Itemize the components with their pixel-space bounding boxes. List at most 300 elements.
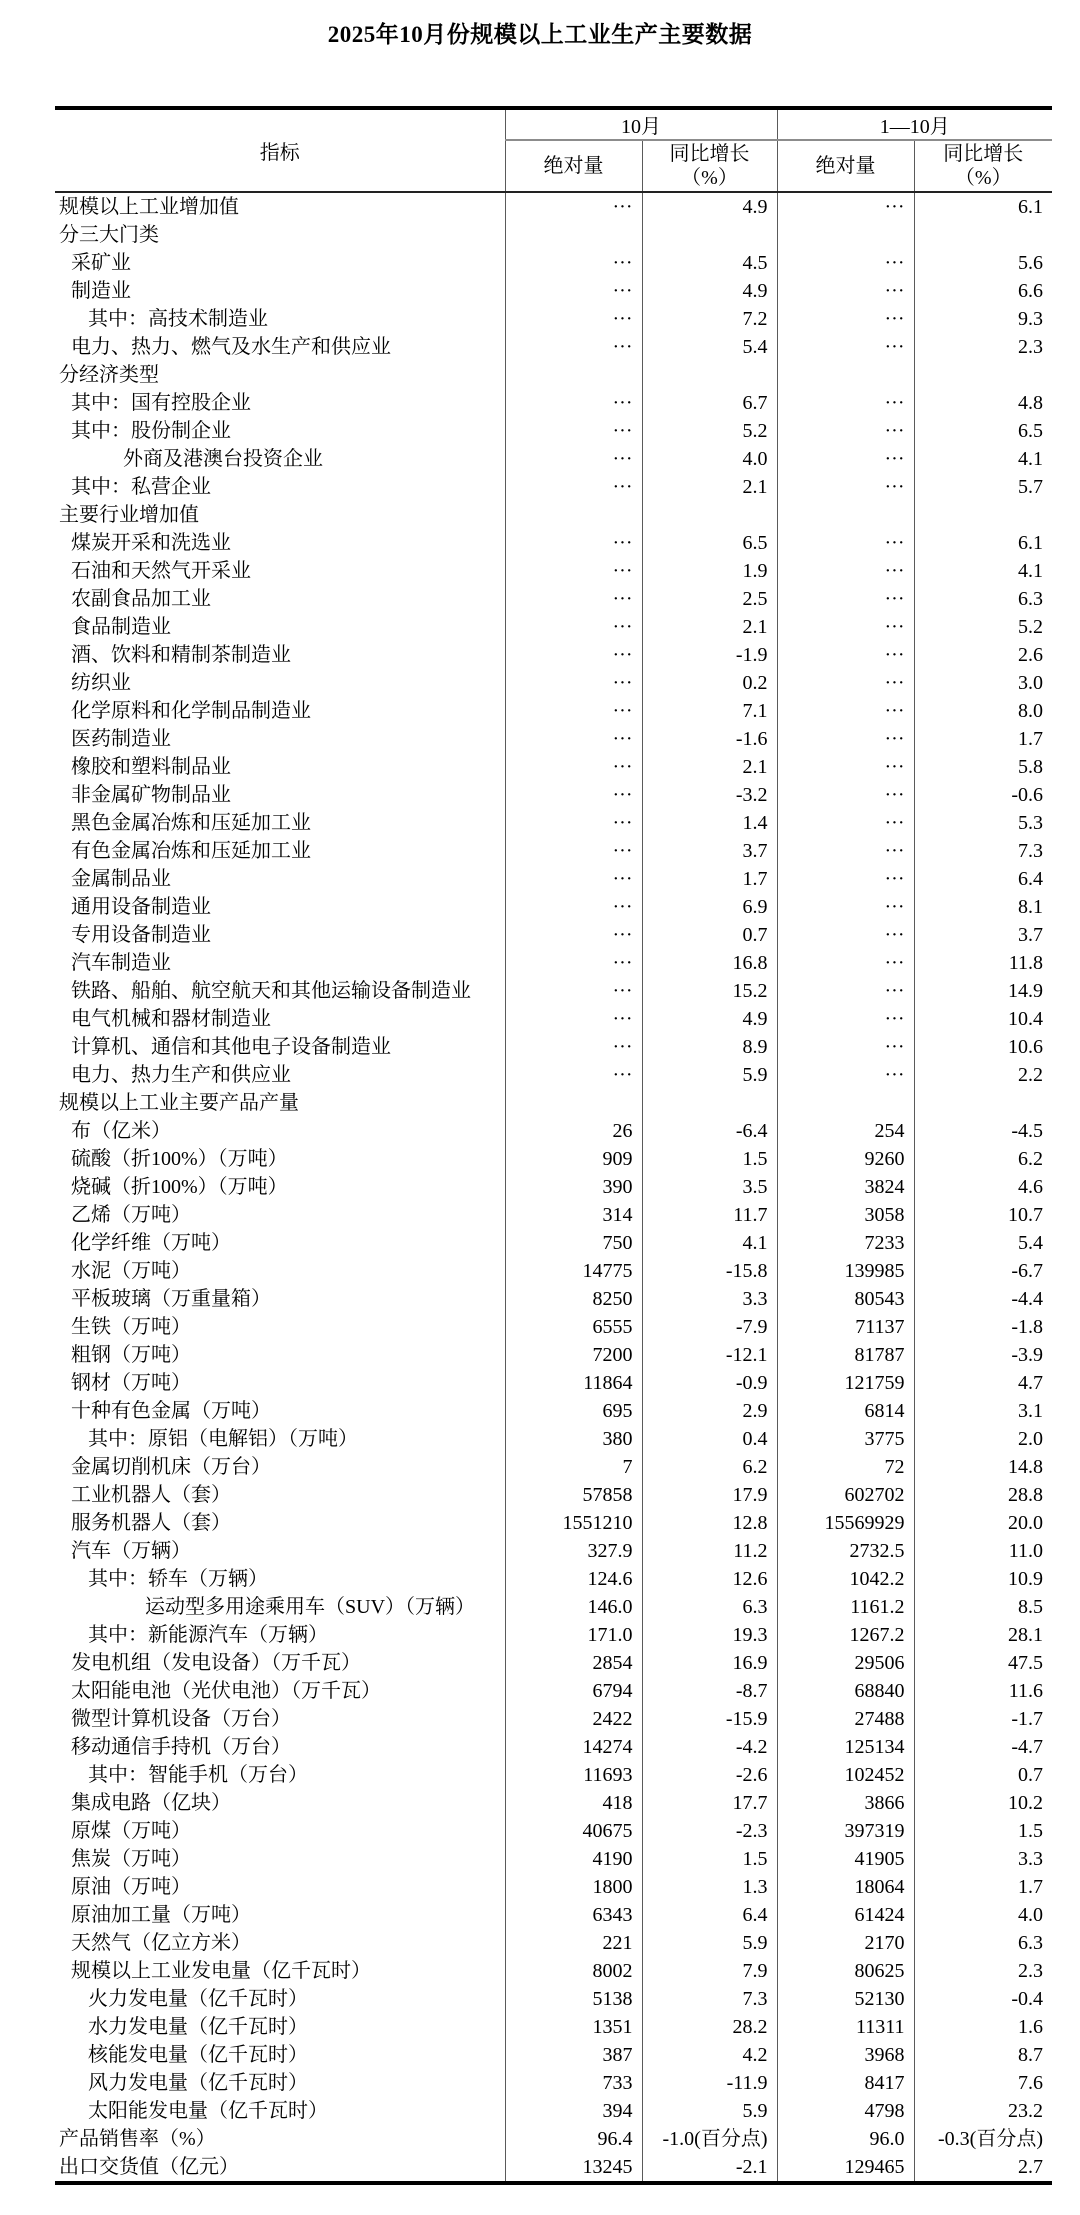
- table-row: [55, 2097, 1052, 2125]
- indicator-cell: 硫酸（折100%）（万吨）: [71, 1148, 288, 1170]
- ytd-abs-cell: ···: [777, 781, 914, 809]
- ytd-abs-cell: 81787: [777, 1341, 914, 1369]
- table-row: [55, 1005, 1052, 1033]
- ytd-yoy-cell: 3.3: [914, 1845, 1052, 1873]
- oct-yoy-cell: 1.9: [642, 557, 777, 585]
- indicator-cell: 太阳能电池（光伏电池）（万千瓦）: [71, 1680, 381, 1702]
- ytd-yoy-cell: 6.1: [914, 192, 1052, 221]
- ytd-yoy-cell: 6.3: [914, 1929, 1052, 1957]
- header-ytd-yoy: [914, 140, 1052, 192]
- table-row: [55, 2013, 1052, 2041]
- oct-abs-cell: [505, 501, 642, 529]
- table-row: [55, 669, 1052, 697]
- indicator-cell: 石油和天然气开采业: [71, 560, 251, 582]
- oct-yoy-cell: -2.3: [642, 1817, 777, 1845]
- ytd-abs-cell: ···: [777, 865, 914, 893]
- oct-yoy-cell: 2.5: [642, 585, 777, 613]
- table-row: [55, 277, 1052, 305]
- oct-yoy-cell: -7.9: [642, 1313, 777, 1341]
- oct-abs-cell: ···: [505, 921, 642, 949]
- table-row: [55, 1761, 1052, 1789]
- oct-yoy-cell: 3.3: [642, 1285, 777, 1313]
- ytd-abs-cell: 29506: [777, 1649, 914, 1677]
- page-title: 2025年10月份规模以上工业生产主要数据: [327, 22, 753, 47]
- indicator-cell: 采矿业: [71, 252, 131, 274]
- ytd-abs-cell: ···: [777, 389, 914, 417]
- indicator-cell: 金属切削机床（万台）: [71, 1456, 271, 1478]
- oct-yoy-cell: 11.2: [642, 1537, 777, 1565]
- oct-yoy-cell: 5.9: [642, 1929, 777, 1957]
- oct-abs-cell: 8250: [505, 1285, 642, 1313]
- oct-abs-cell: ···: [505, 725, 642, 753]
- ytd-yoy-cell: -6.7: [914, 1257, 1052, 1285]
- table-row: [55, 2153, 1052, 2183]
- oct-abs-cell: 387: [505, 2041, 642, 2069]
- oct-yoy-cell: 4.2: [642, 2041, 777, 2069]
- table-row: [55, 697, 1052, 725]
- ytd-abs-cell: ···: [777, 1033, 914, 1061]
- ytd-abs-cell: 41905: [777, 1845, 914, 1873]
- indicator-cell: 其中：新能源汽车（万辆）: [88, 1624, 328, 1646]
- ytd-abs-cell: [777, 1089, 914, 1117]
- ytd-yoy-cell: 5.4: [914, 1229, 1052, 1257]
- indicator-cell: 其中：国有控股企业: [71, 392, 251, 414]
- table-row: [55, 1733, 1052, 1761]
- indicator-cell: 电力、热力、燃气及水生产和供应业: [71, 336, 391, 358]
- ytd-abs-cell: 80543: [777, 1285, 914, 1313]
- oct-abs-cell: ···: [505, 641, 642, 669]
- table-row: [55, 1061, 1052, 1089]
- oct-yoy-cell: 5.4: [642, 333, 777, 361]
- ytd-yoy-cell: 14.9: [914, 977, 1052, 1005]
- oct-abs-cell: ···: [505, 529, 642, 557]
- table-row: [55, 585, 1052, 613]
- indicator-cell: 农副食品加工业: [71, 588, 211, 610]
- ytd-abs-cell: 11311: [777, 2013, 914, 2041]
- table-row: [55, 1985, 1052, 2013]
- ytd-yoy-cell: 5.6: [914, 249, 1052, 277]
- ytd-abs-cell: ···: [777, 192, 914, 221]
- ytd-yoy-cell: 2.2: [914, 1061, 1052, 1089]
- table-row: [55, 725, 1052, 753]
- indicator-cell: 非金属矿物制品业: [71, 784, 231, 806]
- oct-yoy-cell: 2.9: [642, 1397, 777, 1425]
- oct-abs-cell: 171.0: [505, 1621, 642, 1649]
- ytd-yoy-cell: -1.7: [914, 1705, 1052, 1733]
- table-row: [55, 417, 1052, 445]
- oct-abs-cell: ···: [505, 417, 642, 445]
- ytd-yoy-cell: [914, 501, 1052, 529]
- indicator-cell: 布（亿米）: [71, 1120, 171, 1142]
- oct-yoy-cell: [642, 221, 777, 249]
- table-row: [55, 1621, 1052, 1649]
- indicator-cell: 核能发电量（亿千瓦时）: [88, 2044, 308, 2066]
- ytd-yoy-cell: 1.6: [914, 2013, 1052, 2041]
- oct-yoy-cell: 5.2: [642, 417, 777, 445]
- oct-yoy-cell: 4.9: [642, 277, 777, 305]
- oct-abs-cell: ···: [505, 753, 642, 781]
- indicator-cell: 煤炭开采和洗选业: [71, 532, 231, 554]
- oct-yoy-cell: 4.9: [642, 192, 777, 221]
- indicator-cell: 有色金属冶炼和压延加工业: [71, 840, 311, 862]
- header-oct-yoy: [642, 140, 777, 192]
- table-row: [55, 501, 1052, 529]
- table-row: [55, 865, 1052, 893]
- indicator-cell: 粗钢（万吨）: [71, 1344, 191, 1366]
- oct-yoy-cell: 1.3: [642, 1873, 777, 1901]
- table-row: [55, 1957, 1052, 1985]
- ytd-abs-cell: 3775: [777, 1425, 914, 1453]
- oct-yoy-cell: 12.8: [642, 1509, 777, 1537]
- indicator-cell: 专用设备制造业: [71, 924, 211, 946]
- oct-abs-cell: 1551210: [505, 1509, 642, 1537]
- indicator-cell: 金属制品业: [71, 868, 171, 890]
- oct-abs-cell: 750: [505, 1229, 642, 1257]
- industrial-data-table: [55, 106, 1052, 2185]
- oct-yoy-cell: -3.2: [642, 781, 777, 809]
- indicator-cell: 水力发电量（亿千瓦时）: [88, 2016, 308, 2038]
- ytd-abs-cell: [777, 221, 914, 249]
- oct-yoy-cell: 7.2: [642, 305, 777, 333]
- yoy-label-line1: 同比增长: [943, 143, 1024, 165]
- oct-yoy-cell: 5.9: [642, 1061, 777, 1089]
- oct-abs-cell: 7200: [505, 1341, 642, 1369]
- oct-abs-cell: ···: [505, 893, 642, 921]
- oct-yoy-cell: -2.1: [642, 2153, 777, 2183]
- ytd-yoy-cell: [914, 361, 1052, 389]
- oct-abs-cell: ···: [505, 473, 642, 501]
- ytd-abs-cell: ···: [777, 333, 914, 361]
- indicator-cell: 通用设备制造业: [71, 896, 211, 918]
- indicator-cell: 集成电路（亿块）: [71, 1792, 231, 1814]
- ytd-abs-cell: 254: [777, 1117, 914, 1145]
- ytd-abs-cell: 27488: [777, 1705, 914, 1733]
- table-row: [55, 1425, 1052, 1453]
- indicator-cell: 酒、饮料和精制茶制造业: [71, 644, 291, 666]
- table-row: [55, 249, 1052, 277]
- oct-abs-cell: 733: [505, 2069, 642, 2097]
- table-row: [55, 1817, 1052, 1845]
- ytd-abs-cell: 68840: [777, 1677, 914, 1705]
- ytd-yoy-cell: 20.0: [914, 1509, 1052, 1537]
- ytd-abs-cell: ···: [777, 725, 914, 753]
- oct-yoy-cell: 6.5: [642, 529, 777, 557]
- ytd-abs-cell: ···: [777, 809, 914, 837]
- indicator-cell: 焦炭（万吨）: [71, 1848, 191, 1870]
- indicator-cell: 制造业: [71, 280, 131, 302]
- oct-abs-cell: ···: [505, 669, 642, 697]
- table-row: [55, 1229, 1052, 1257]
- ytd-yoy-cell: -4.5: [914, 1117, 1052, 1145]
- ytd-yoy-cell: 8.5: [914, 1593, 1052, 1621]
- ytd-abs-cell: 3058: [777, 1201, 914, 1229]
- oct-yoy-cell: -1.6: [642, 725, 777, 753]
- ytd-yoy-cell: 10.7: [914, 1201, 1052, 1229]
- oct-yoy-cell: 1.5: [642, 1145, 777, 1173]
- oct-yoy-cell: 6.9: [642, 893, 777, 921]
- header-october: 10月: [505, 108, 777, 140]
- ytd-yoy-cell: 4.1: [914, 445, 1052, 473]
- table-row: [55, 389, 1052, 417]
- ytd-yoy-cell: 28.1: [914, 1621, 1052, 1649]
- oct-abs-cell: 96.4: [505, 2125, 642, 2153]
- ytd-yoy-cell: -0.4: [914, 1985, 1052, 2013]
- oct-abs-cell: 146.0: [505, 1593, 642, 1621]
- oct-yoy-cell: 6.4: [642, 1901, 777, 1929]
- ytd-abs-cell: 80625: [777, 1957, 914, 1985]
- ytd-abs-cell: ···: [777, 893, 914, 921]
- oct-yoy-cell: -15.9: [642, 1705, 777, 1733]
- oct-yoy-cell: 17.7: [642, 1789, 777, 1817]
- table-row: [55, 333, 1052, 361]
- oct-abs-cell: 1800: [505, 1873, 642, 1901]
- oct-abs-cell: 380: [505, 1425, 642, 1453]
- oct-abs-cell: ···: [505, 557, 642, 585]
- ytd-abs-cell: 125134: [777, 1733, 914, 1761]
- table-row: [55, 641, 1052, 669]
- oct-abs-cell: 327.9: [505, 1537, 642, 1565]
- oct-abs-cell: 909: [505, 1145, 642, 1173]
- indicator-cell: 水泥（万吨）: [71, 1260, 191, 1282]
- table-row: [55, 192, 1052, 221]
- oct-yoy-cell: 6.2: [642, 1453, 777, 1481]
- table-row: [55, 1705, 1052, 1733]
- ytd-abs-cell: 139985: [777, 1257, 914, 1285]
- table-row: [55, 1173, 1052, 1201]
- indicator-cell: 电气机械和器材制造业: [71, 1008, 271, 1030]
- table-row: [55, 1033, 1052, 1061]
- indicator-cell: 汽车制造业: [71, 952, 171, 974]
- oct-yoy-cell: 11.7: [642, 1201, 777, 1229]
- indicator-cell: 发电机组（发电设备）（万千瓦）: [71, 1652, 361, 1674]
- indicator-cell: 天然气（亿立方米）: [71, 1932, 251, 1954]
- ytd-abs-cell: ···: [777, 585, 914, 613]
- oct-abs-cell: ···: [505, 865, 642, 893]
- ytd-yoy-cell: 11.6: [914, 1677, 1052, 1705]
- table-row: [55, 1901, 1052, 1929]
- ytd-yoy-cell: 6.1: [914, 529, 1052, 557]
- table-row: [55, 809, 1052, 837]
- ytd-abs-cell: 72: [777, 1453, 914, 1481]
- oct-abs-cell: ···: [505, 809, 642, 837]
- ytd-abs-cell: [777, 501, 914, 529]
- oct-abs-cell: 314: [505, 1201, 642, 1229]
- table-row: [55, 1593, 1052, 1621]
- oct-abs-cell: [505, 1089, 642, 1117]
- ytd-abs-cell: ···: [777, 277, 914, 305]
- indicator-cell: 微型计算机设备（万台）: [71, 1708, 291, 1730]
- oct-yoy-cell: 1.5: [642, 1845, 777, 1873]
- oct-abs-cell: ···: [505, 949, 642, 977]
- indicator-cell: 铁路、船舶、航空航天和其他运输设备制造业: [71, 980, 471, 1002]
- ytd-abs-cell: 9260: [777, 1145, 914, 1173]
- ytd-yoy-cell: -1.8: [914, 1313, 1052, 1341]
- table-body: [55, 192, 1052, 2183]
- oct-abs-cell: 7: [505, 1453, 642, 1481]
- ytd-yoy-cell: 28.8: [914, 1481, 1052, 1509]
- oct-yoy-cell: 0.4: [642, 1425, 777, 1453]
- ytd-yoy-cell: 3.1: [914, 1397, 1052, 1425]
- oct-yoy-cell: 1.4: [642, 809, 777, 837]
- indicator-cell: 其中：智能手机（万台）: [88, 1764, 308, 1786]
- oct-abs-cell: [505, 361, 642, 389]
- oct-abs-cell: 11864: [505, 1369, 642, 1397]
- indicator-cell: 食品制造业: [71, 616, 171, 638]
- ytd-yoy-cell: 4.0: [914, 1901, 1052, 1929]
- ytd-yoy-cell: 4.6: [914, 1173, 1052, 1201]
- ytd-abs-cell: 397319: [777, 1817, 914, 1845]
- oct-yoy-cell: 4.1: [642, 1229, 777, 1257]
- ytd-abs-cell: ···: [777, 641, 914, 669]
- ytd-abs-cell: 61424: [777, 1901, 914, 1929]
- indicator-cell: 主要行业增加值: [59, 504, 199, 526]
- header-indicator: 指标: [55, 108, 505, 192]
- oct-yoy-cell: -6.4: [642, 1117, 777, 1145]
- oct-yoy-cell: 1.7: [642, 865, 777, 893]
- oct-abs-cell: ···: [505, 1033, 642, 1061]
- ytd-abs-cell: ···: [777, 417, 914, 445]
- ytd-yoy-cell: 1.7: [914, 1873, 1052, 1901]
- ytd-yoy-cell: 7.6: [914, 2069, 1052, 2097]
- indicator-cell: 风力发电量（亿千瓦时）: [88, 2072, 308, 2094]
- ytd-yoy-cell: 10.2: [914, 1789, 1052, 1817]
- indicator-cell: 移动通信手持机（万台）: [71, 1736, 291, 1758]
- oct-abs-cell: ···: [505, 277, 642, 305]
- indicator-cell: 其中：股份制企业: [71, 420, 231, 442]
- table-row: [55, 1845, 1052, 1873]
- oct-abs-cell: 418: [505, 1789, 642, 1817]
- indicator-cell: 乙烯（万吨）: [71, 1204, 191, 1226]
- ytd-yoy-cell: -0.6: [914, 781, 1052, 809]
- indicator-cell: 其中：私营企业: [71, 476, 211, 498]
- table-row: [55, 1481, 1052, 1509]
- oct-abs-cell: 2854: [505, 1649, 642, 1677]
- indicator-cell: 出口交货值（亿元）: [59, 2156, 239, 2178]
- indicator-cell: 工业机器人（套）: [71, 1484, 231, 1506]
- ytd-abs-cell: 1161.2: [777, 1593, 914, 1621]
- oct-yoy-cell: -8.7: [642, 1677, 777, 1705]
- oct-yoy-cell: 28.2: [642, 2013, 777, 2041]
- ytd-yoy-cell: -4.4: [914, 1285, 1052, 1313]
- ytd-yoy-cell: 2.0: [914, 1425, 1052, 1453]
- indicator-cell: 化学纤维（万吨）: [71, 1232, 231, 1254]
- table-row: [55, 949, 1052, 977]
- oct-yoy-cell: -4.2: [642, 1733, 777, 1761]
- oct-yoy-cell: 16.9: [642, 1649, 777, 1677]
- oct-abs-cell: 57858: [505, 1481, 642, 1509]
- table-row: [55, 1145, 1052, 1173]
- oct-yoy-cell: 0.7: [642, 921, 777, 949]
- table-header: [55, 108, 1052, 192]
- table-row: [55, 781, 1052, 809]
- oct-yoy-cell: 7.9: [642, 1957, 777, 1985]
- oct-yoy-cell: -1.9: [642, 641, 777, 669]
- indicator-cell: 原油加工量（万吨）: [71, 1904, 251, 1926]
- oct-abs-cell: 4190: [505, 1845, 642, 1873]
- yoy-label-line2: （%）: [954, 167, 1012, 189]
- table-row: [55, 921, 1052, 949]
- oct-yoy-cell: -1.0(百分点): [642, 2125, 777, 2153]
- table-row: [55, 445, 1052, 473]
- indicator-cell: 平板玻璃（万重量箱）: [71, 1288, 271, 1310]
- ytd-yoy-cell: 1.5: [914, 1817, 1052, 1845]
- ytd-yoy-cell: 8.7: [914, 2041, 1052, 2069]
- table-row: [55, 2041, 1052, 2069]
- oct-abs-cell: 124.6: [505, 1565, 642, 1593]
- ytd-yoy-cell: 6.5: [914, 417, 1052, 445]
- ytd-abs-cell: ···: [777, 977, 914, 1005]
- indicator-cell: 其中：轿车（万辆）: [88, 1568, 268, 1590]
- ytd-abs-cell: ···: [777, 249, 914, 277]
- ytd-yoy-cell: 8.1: [914, 893, 1052, 921]
- ytd-yoy-cell: -4.7: [914, 1733, 1052, 1761]
- oct-abs-cell: 390: [505, 1173, 642, 1201]
- ytd-abs-cell: 3824: [777, 1173, 914, 1201]
- table-row: [55, 1789, 1052, 1817]
- header-group-row: [55, 108, 1052, 140]
- oct-abs-cell: 40675: [505, 1817, 642, 1845]
- indicator-cell: 黑色金属冶炼和压延加工业: [71, 812, 311, 834]
- ytd-abs-cell: 96.0: [777, 2125, 914, 2153]
- ytd-yoy-cell: 8.0: [914, 697, 1052, 725]
- table-row: [55, 1117, 1052, 1145]
- table-row: [55, 1453, 1052, 1481]
- ytd-yoy-cell: 23.2: [914, 2097, 1052, 2125]
- ytd-yoy-cell: 2.3: [914, 333, 1052, 361]
- table-row: [55, 529, 1052, 557]
- ytd-yoy-cell: 5.3: [914, 809, 1052, 837]
- ytd-yoy-cell: 5.7: [914, 473, 1052, 501]
- ytd-abs-cell: [777, 361, 914, 389]
- ytd-yoy-cell: 3.0: [914, 669, 1052, 697]
- indicator-cell: 分经济类型: [59, 364, 159, 386]
- ytd-abs-cell: 1042.2: [777, 1565, 914, 1593]
- ytd-abs-cell: 602702: [777, 1481, 914, 1509]
- ytd-abs-cell: ···: [777, 837, 914, 865]
- oct-yoy-cell: 3.7: [642, 837, 777, 865]
- ytd-yoy-cell: 3.7: [914, 921, 1052, 949]
- table-row: [55, 1537, 1052, 1565]
- indicator-cell: 钢材（万吨）: [71, 1372, 191, 1394]
- ytd-yoy-cell: 6.6: [914, 277, 1052, 305]
- ytd-yoy-cell: 2.7: [914, 2153, 1052, 2183]
- oct-abs-cell: ···: [505, 389, 642, 417]
- oct-yoy-cell: 2.1: [642, 753, 777, 781]
- oct-yoy-cell: 4.0: [642, 445, 777, 473]
- indicator-cell: 规模以上工业发电量（亿千瓦时）: [71, 1960, 371, 1982]
- oct-yoy-cell: 12.6: [642, 1565, 777, 1593]
- oct-abs-cell: ···: [505, 1061, 642, 1089]
- ytd-abs-cell: ···: [777, 949, 914, 977]
- indicator-cell: 烧碱（折100%）（万吨）: [71, 1176, 288, 1198]
- ytd-abs-cell: 3866: [777, 1789, 914, 1817]
- oct-yoy-cell: 2.1: [642, 473, 777, 501]
- table-row: [55, 613, 1052, 641]
- ytd-yoy-cell: 4.7: [914, 1369, 1052, 1397]
- oct-yoy-cell: -15.8: [642, 1257, 777, 1285]
- yoy-label-line1: 同比增长: [669, 143, 750, 165]
- table-row: [55, 361, 1052, 389]
- indicator-cell: 太阳能发电量（亿千瓦时）: [88, 2100, 328, 2122]
- ytd-yoy-cell: 11.8: [914, 949, 1052, 977]
- ytd-abs-cell: 1267.2: [777, 1621, 914, 1649]
- table-row: [55, 1873, 1052, 1901]
- table-row: [55, 1285, 1052, 1313]
- ytd-yoy-cell: 6.3: [914, 585, 1052, 613]
- ytd-yoy-cell: [914, 221, 1052, 249]
- ytd-yoy-cell: 14.8: [914, 1453, 1052, 1481]
- table-row: [55, 1201, 1052, 1229]
